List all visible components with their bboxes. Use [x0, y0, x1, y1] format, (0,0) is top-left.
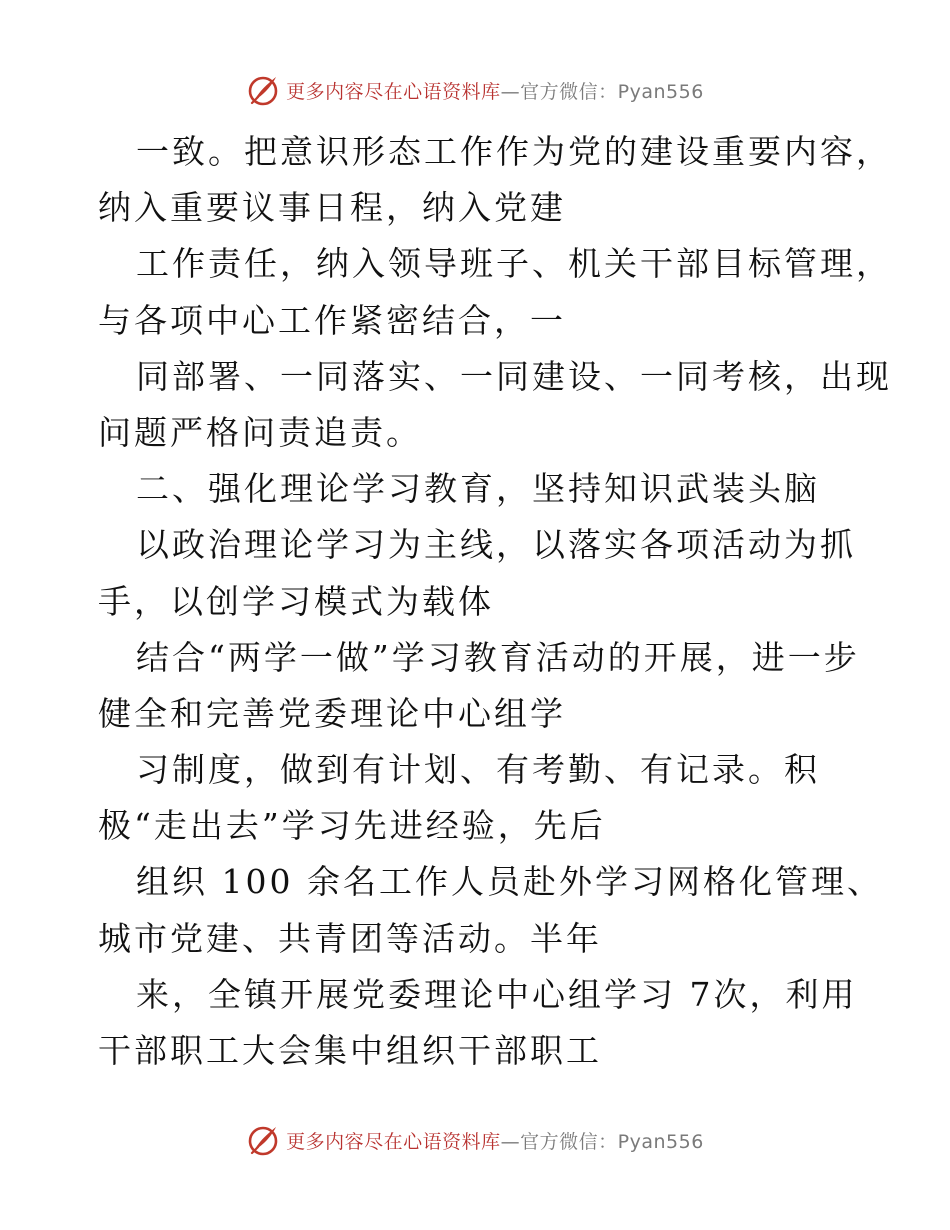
text-line: 与各项中心工作紧密结合，一	[98, 300, 566, 340]
text-line: 干部职工大会集中组织干部职工	[98, 1031, 602, 1070]
text-line: 城市党建、共青团等活动。半年	[98, 918, 602, 958]
banner-wechat-text: —官方微信：Pyan556	[500, 1130, 704, 1153]
text-line: 来，全镇开展党委理论中心组学习 7次，利用	[136, 974, 858, 1014]
banner-main-text: 更多内容尽在心语资料库	[286, 1130, 501, 1153]
text-line: 以政治理论学习为主线，以落实各项活动为抓	[136, 525, 856, 565]
feather-pen-logo-icon	[246, 73, 280, 107]
text-line: 习制度，做到有计划、有考勤、有记录。积	[136, 750, 820, 790]
text-line: 二、强化理论学习教育，坚持知识武装头脑	[136, 469, 820, 509]
text-line: 一致。把意识形态工作作为党的建设重要内容，	[136, 132, 892, 171]
feather-pen-logo-icon	[246, 1123, 280, 1157]
banner-text	[286, 77, 704, 104]
text-line: 纳入重要议事日程，纳入党建	[98, 188, 566, 228]
document-body	[98, 124, 892, 1079]
text-line: 健全和完善党委理论中心组学	[98, 693, 566, 733]
footer-banner	[0, 1120, 950, 1160]
text-line: 组织 100 余名工作人员赴外学习网格化管理、	[136, 862, 883, 902]
banner-text	[286, 1127, 704, 1154]
text-line: 同部署、一同落实、一同建设、一同考核，出现	[136, 356, 892, 396]
banner-wechat-text: —官方微信：Pyan556	[500, 80, 704, 103]
text-line: 工作责任，纳入领导班子、机关干部目标管理，	[136, 244, 892, 284]
header-banner	[0, 70, 950, 110]
text-line: 结合“两学一做”学习教育活动的开展，进一步	[136, 637, 860, 677]
banner-main-text: 更多内容尽在心语资料库	[286, 80, 501, 103]
text-line: 极“走出去”学习先进经验，先后	[98, 806, 606, 846]
text-line: 问题严格问责追责。	[98, 412, 422, 452]
text-line: 手，以创学习模式为载体	[98, 581, 494, 621]
